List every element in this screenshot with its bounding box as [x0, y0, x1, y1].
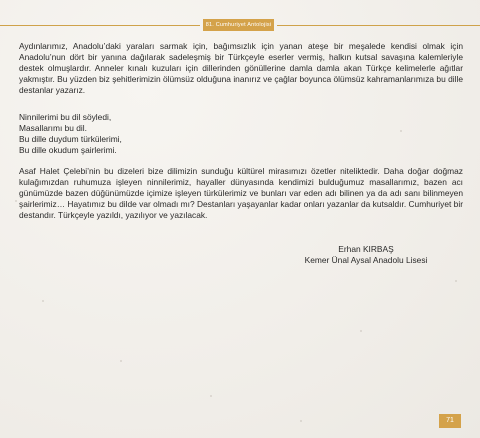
poem-line: Bu dille okudum şairlerimi. — [19, 145, 117, 156]
section-title-tab: 81. Cumhuriyet Antolojisi — [203, 19, 274, 31]
author-signature — [280, 244, 452, 267]
author-name: Erhan KIRBAŞ — [338, 244, 394, 254]
poem-line: Ninnilerimi bu dil söyledi, — [19, 112, 112, 122]
poem-line: Masallarımı bu dil. — [19, 123, 87, 134]
paper-speck — [120, 360, 122, 362]
author-school: Kemer Ünal Aysal Anadolu Lisesi — [304, 255, 428, 266]
header-rule-right — [277, 25, 480, 26]
paragraph-commentary: Asaf Halet Çelebi’nin bu dizeleri bize dilimizin sunduğu kültürel mirasımızı özetler niteliktedir. Daha doğar doğmaz kulağımızdan ruhumuza işleyen ninnilerimiz, hayaller dünyasında kendimizi bulduğumuz masallarımız, bazen acı günümüzde bazen düğünümüzde içimize işleyen türkülerimiz ve bunları var eden adı bilinen ya da adı sanı bilinmeyen şairlerimiz… Hayatımız bu dilde var olmadı mı? Destanları yaşayanlar kadar onları yazanlar da kutsaldır. Cumhuriyet bir destandır. Türkçeyle yazıldı, yazılıyor ve yazılacak. — [19, 166, 463, 221]
paper-speck — [42, 300, 44, 302]
header-rule-left — [0, 25, 200, 26]
poem-line: Bu dille duydum türkülerimi, — [19, 134, 122, 145]
paper-speck — [210, 395, 212, 397]
poem-quote — [19, 112, 463, 156]
paper-speck — [360, 330, 362, 332]
page-number-badge: 71 — [439, 414, 461, 428]
paper-speck — [15, 200, 17, 202]
paragraph-intro: Aydınlarımız, Anadolu’daki yaraları sarmak için, bağımsızlık için yanan ateşe bir meşalede kendisi olmak için Anadolu’nun dört bir yanına dağılarak sadeleşmiş bir Türkçeyle eserler vermiş, halkın kutsal savaşına kalemleriyle destek olmuşlardır. Anneler kınalı kuzuları için dillerinden gönüllerine damla damla akan Türkçe kelimelerle ağıtlar yakmıştır. Bu yüzden biz şehitlerimizin ölümsüz olduğuna inanırız ve çağlar boyunca ölümsüz kahramanlarımıza bu dille destanlar yazarız. — [19, 41, 463, 96]
paper-speck — [300, 420, 302, 422]
paper-speck — [455, 280, 457, 282]
